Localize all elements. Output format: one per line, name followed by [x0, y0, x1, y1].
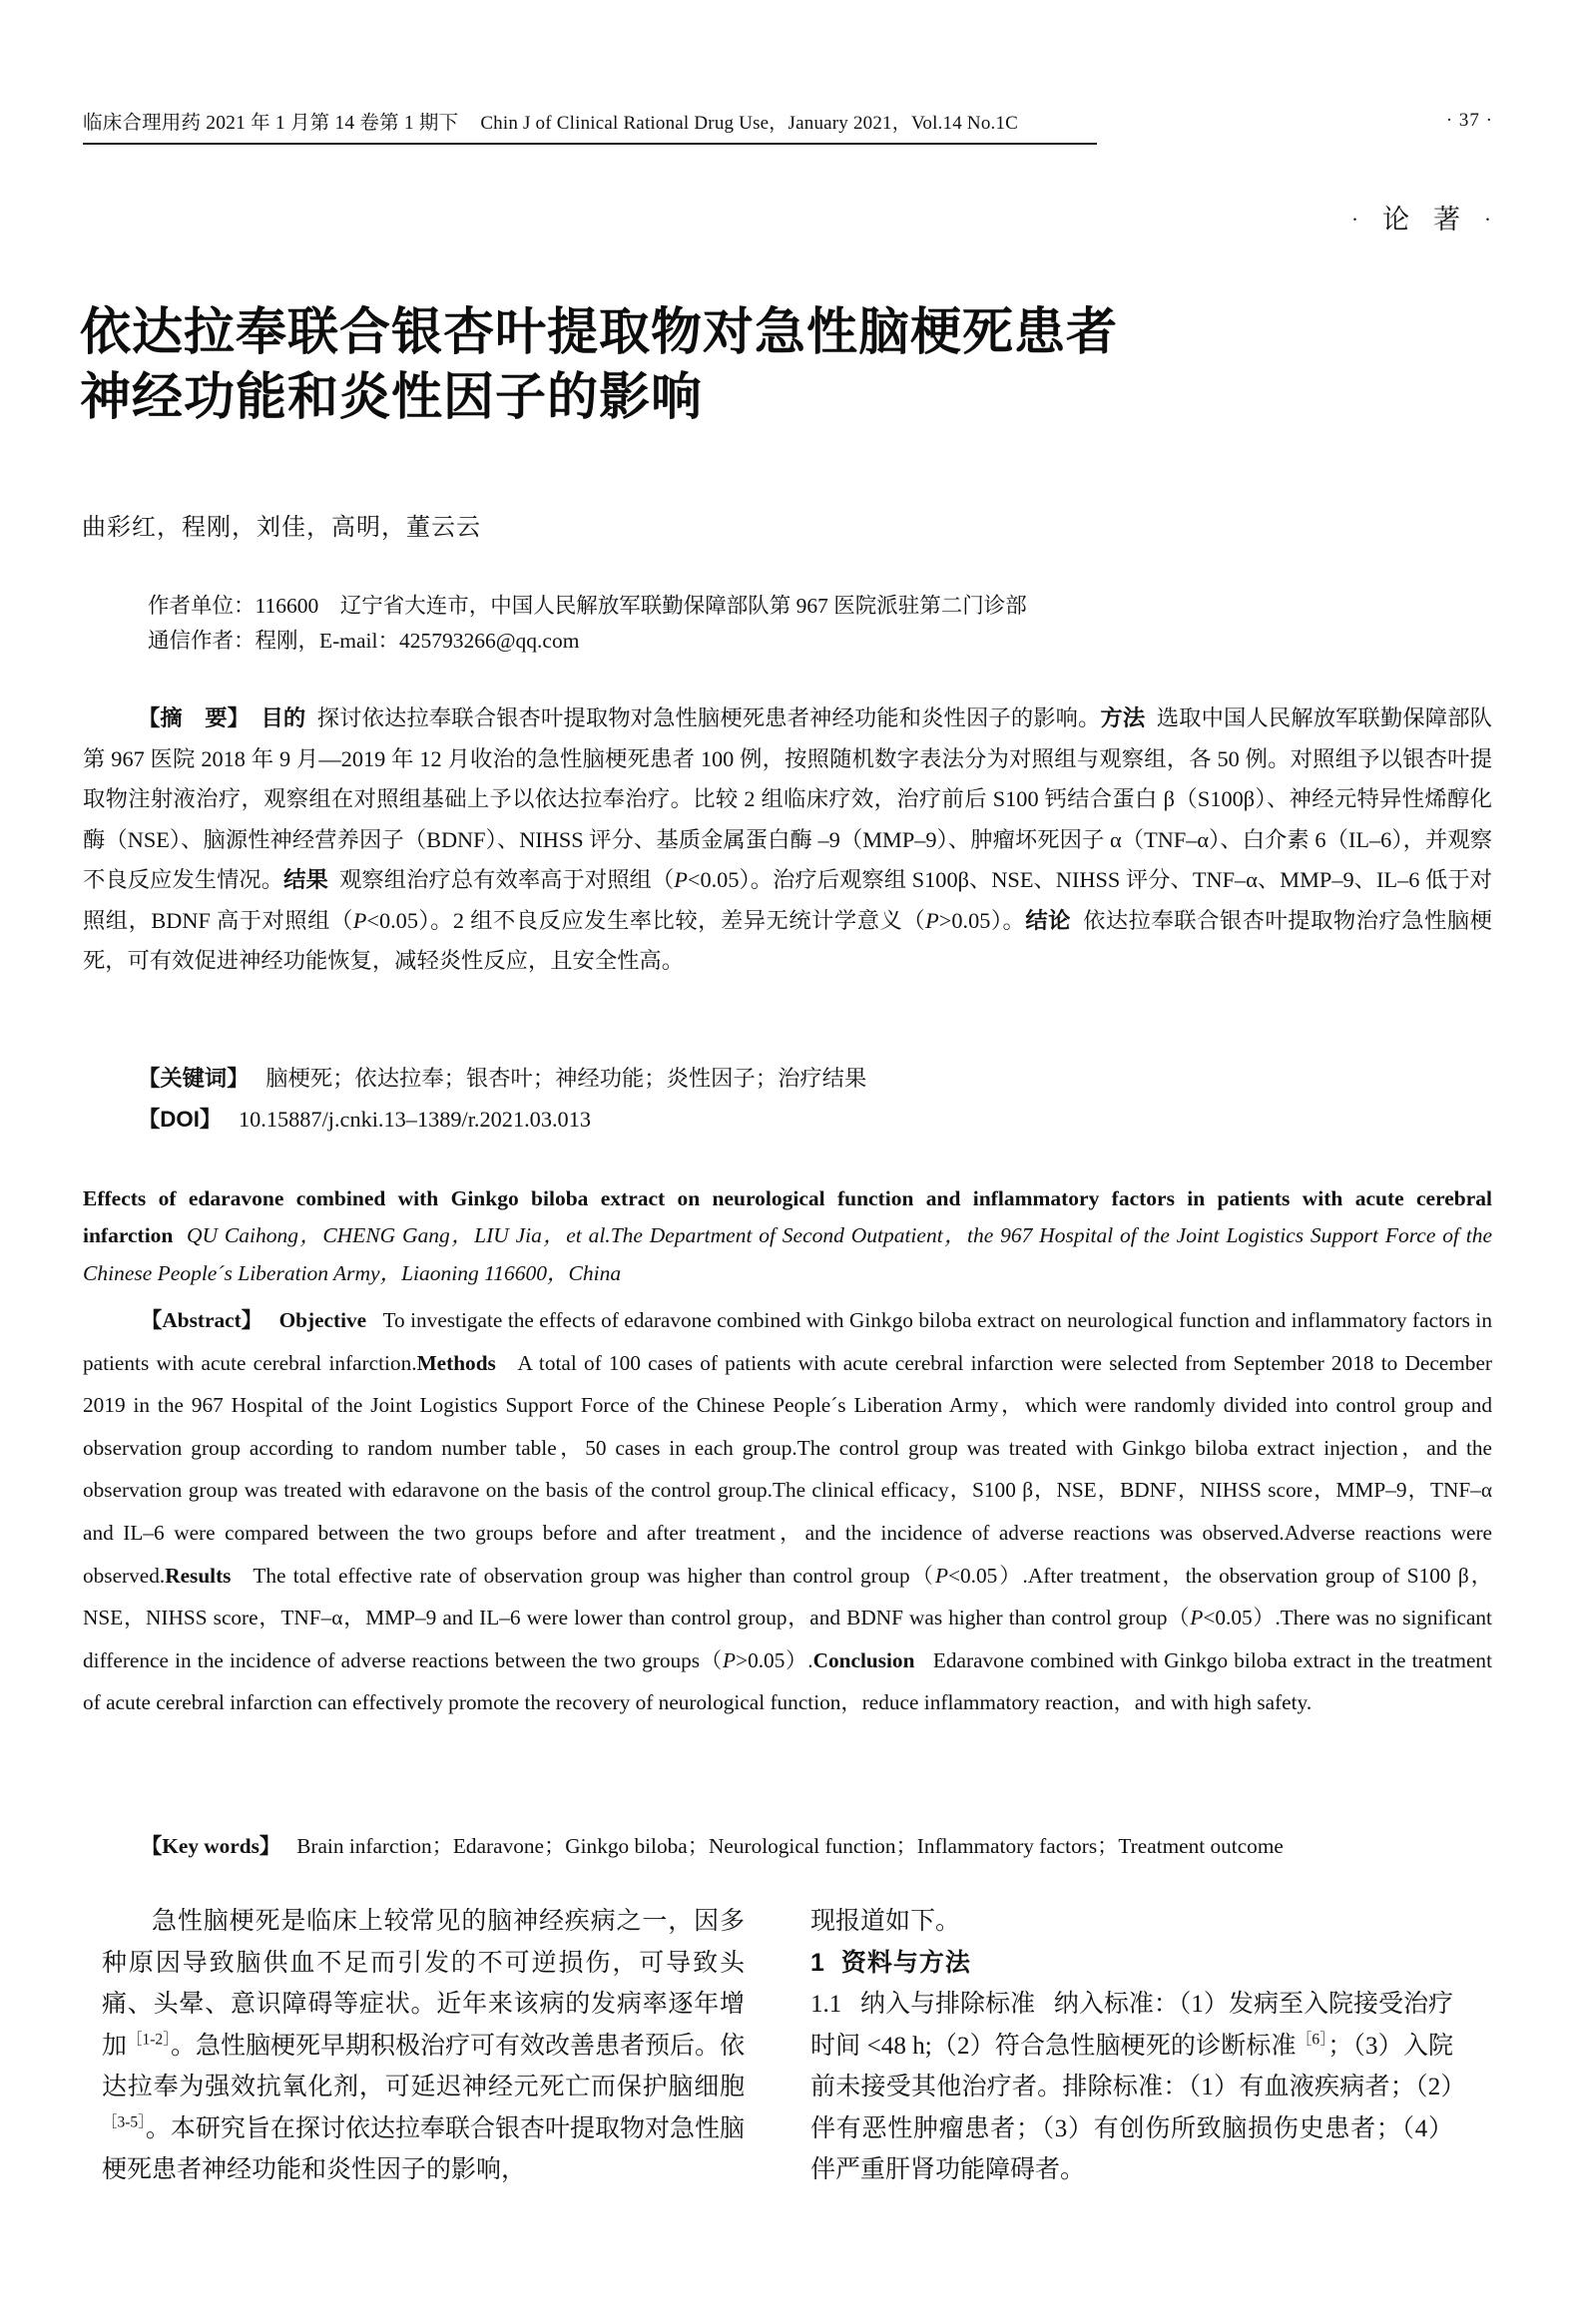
affiliation-unit: 作者单位：116600 辽宁省大连市，中国人民解放军联勤保障部队第 967 医院派驻第二门诊部 [148, 594, 1027, 618]
title-en: Effects of edaravone combined with Ginkgo biloba extract on neurological function and inflammatory factors in patients with acute cerebral infarction [83, 1186, 1492, 1248]
body-column-left [102, 1901, 745, 2191]
abstract-cn-results-mid1: <0.05）。治疗后观察组 S100β、NSE、NIHSS 评分、TNF–α、MMP–9、IL–6 低于对照组，BDNF 高于对照组（ [83, 867, 1492, 933]
abstract-en-methods: A total of 100 cases of patients with acute cerebral infarction were selected from September 2018 to December 2019 in the 967 Hospital of the Joint Logistics Support Force of the Chinese People´s Liberation Army，which were randomly divided into control group and observation group according to random number table，50 cases in each group.The control group was treated with Ginkgo biloba extract injection，and the observation group was treated with edaravone on the basis of the control group.The clinical efficacy，S100 β，NSE，BDNF，NIHSS score，MMP–9，TNF–α and IL–6 were compared between the two groups before and after treatment，and the incidence of adverse reactions was observed.Adverse reactions were observed. [83, 1350, 1492, 1588]
keywords-en [83, 1829, 1550, 1860]
intro-paragraph [102, 1901, 745, 2191]
page-number: · 37 · [1445, 110, 1493, 131]
running-head-left [83, 112, 1018, 136]
abstract-en [83, 1299, 1492, 1724]
p-value-en-3: P [723, 1647, 737, 1672]
doi-value: 10.15887/j.cnki.13–1389/r.2021.03.013 [238, 1107, 591, 1132]
abstract-cn-methods: 选取中国人民解放军联勤保障部队第 967 医院 2018 年 9 月—2019 年 12 月收治的急性脑梗死患者 100 例，按照随机数字表法分为对照组与观察组，各 50 例。对照组予以银杏叶提取物注射液治疗，观察组在对照组基础上予以依达拉奉治疗。比较 2 组临床疗效，治疗前后 S100 钙结合蛋白 β（S100β）、神经元特异性烯醇化酶（NSE）、脑源性神经营养因子（BDNF）、NIHSS 评分、基质金属蛋白酶 –9（MMP–9）、肿瘤坏死因子 α（TNF–α）、白介素 6（IL–6），并观察不良反应发生情况。 [83, 705, 1492, 893]
marker-text-b: 著 [1433, 205, 1464, 234]
title-line-1: 依达拉奉联合银杏叶提取物对急性脑梗死患者 [80, 303, 1119, 360]
abstract-en-bracket: 【Abstract】 [141, 1308, 263, 1332]
abstract-en-conclusion-label: Conclusion [812, 1647, 915, 1672]
affiliation-en: The Department of Second Outpatient，the 967 Hospital of the Joint Logistics Support Force of the Chinese People´s Liberation Army，Liaoning 116600，China [83, 1223, 1492, 1285]
p-value-en-1: P [934, 1563, 948, 1588]
abstract-en-results-label: Results [165, 1563, 232, 1588]
p-value-2: P [352, 907, 367, 933]
p-value-en-2: P [1190, 1606, 1204, 1630]
subsection-1-1-body-a: 纳入标准：（1）发病至入院接受治疗时间 <48 h;（2）符合急性脑梗死的诊断标准 [810, 1991, 1453, 2060]
reference-marker-6: ［6］ [1296, 2031, 1328, 2049]
intro-continuation: 现报道如下。 [810, 1908, 961, 1935]
section-heading-1-number: 1 [810, 1948, 825, 1977]
abstract-en-results-pre: The total effective rate of observation group was higher than control group（ [253, 1563, 935, 1588]
abstract-cn-objective: 探讨依达拉奉联合银杏叶提取物对急性脑梗死患者神经功能和炎性因子的影响。 [316, 705, 1101, 730]
reference-marker-3-5: ［3-5］ [102, 2113, 146, 2131]
keywords-cn-bracket: 【关键词】 [138, 1066, 250, 1091]
intro-text-c: 。本研究旨在探讨依达拉奉联合银杏叶提取物对急性脑梗死患者神经功能和炎性因子的影响， [102, 2114, 745, 2183]
subsection-1-1-number: 1.1 [810, 1991, 842, 2018]
doi-bracket: 【DOI】 [138, 1107, 223, 1132]
author-list-cn: 曲彩红，程刚，刘佳，高明，董云云 [82, 514, 481, 541]
reference-marker-1-2: ［1-2］ [127, 2031, 171, 2049]
corresponding-author: 通信作者：程刚，E-mail：425793266@qq.com [148, 628, 580, 653]
abstract-cn-methods-label: 方法 [1100, 705, 1146, 730]
intro-text-a: 急性脑梗死是临床上较常见的脑神经疾病之一，因多种原因导致脑供血不足而引发的不可逆损伤，可导致头痛、头晕、意识障碍等症状。近年来该病的发病率逐年增加 [102, 1908, 745, 2060]
keywords-en-bracket: 【Key words】 [141, 1834, 281, 1858]
abstract-en-objective-label: Objective [278, 1308, 367, 1332]
authors-en: QU Caihong，CHENG Gang，LIU Jia，et al. [187, 1223, 611, 1248]
abstract-cn-objective-label: 目的 [261, 705, 306, 730]
doi-line [138, 1102, 591, 1134]
keywords-en-text: Brain infarction；Edaravone；Ginkgo biloba；Neurological function；Inflammatory factors；Treatment outcome [296, 1834, 1284, 1858]
running-head [83, 112, 1490, 136]
abstract-cn-bracket: 【摘 要】 [138, 705, 251, 730]
title-line-2: 神经功能和炎性因子的影响 [80, 368, 704, 426]
affiliation-block [148, 589, 1485, 659]
intro-text-b: 。急性脑梗死早期积极治疗可有效改善患者预后。依达拉奉为强效抗氧化剂，可延迟神经元死亡而保护脑细胞 [102, 2032, 745, 2100]
abstract-cn [83, 698, 1492, 982]
marker-text-a: 论 [1382, 205, 1413, 234]
journal-title-en: Chin J of Clinical Rational Drug Use，January 2021，Vol.14 No.1C [480, 113, 1019, 134]
abstract-en-objective: To investigate the effects of edaravone combined with Ginkgo biloba extract on neurological function and inflammatory factors in patients with acute cerebral infarction. [83, 1308, 1492, 1375]
section-marker [1351, 198, 1495, 236]
subsection-1-1-title: 纳入与排除标准 [860, 1991, 1036, 2018]
abstract-en-conclusion: Edaravone combined with Ginkgo biloba extract in the treatment of acute cerebral infarction can effectively promote the recovery of neurological function，reduce inflammatory reaction，and with high safety. [83, 1647, 1493, 1715]
title-en-block [83, 1180, 1492, 1292]
abstract-cn-results-end: >0.05）。 [938, 907, 1026, 933]
abstract-cn-conclusion: 依达拉奉联合银杏叶提取物治疗急性脑梗死，可有效促进神经功能恢复，减轻炎性反应，且安全性高。 [83, 907, 1492, 974]
subsection-1-1 [810, 1984, 1453, 2191]
abstract-cn-results-label: 结果 [283, 867, 328, 893]
p-value-1: P [674, 867, 688, 893]
p-value-3: P [925, 907, 939, 933]
page-title [80, 299, 1497, 430]
subsection-1-1-body-b: ；（3）入院前未接受其他治疗者。排除标准：（1）有血液疾病者；（2）伴有恶性肿瘤患者；（3）有创伤所致脑损伤史患者；（4）伴严重肝肾功能障碍者。 [810, 2032, 1453, 2183]
abstract-en-results-end: >0.05）. [736, 1647, 813, 1672]
abstract-en-results-mid2: <0.05）.There was no significant difference in the incidence of adverse reactions between the two groups（ [83, 1606, 1492, 1672]
running-head-rule [83, 143, 1097, 145]
abstract-en-methods-label: Methods [416, 1350, 496, 1375]
keywords-cn-text: 脑梗死；依达拉奉；银杏叶；神经功能；炎性因子；治疗结果 [265, 1066, 867, 1091]
section-heading-1 [810, 1943, 1453, 1985]
abstract-cn-results-mid2: <0.05）。2 组不良反应发生率比较，差异无统计学意义（ [366, 907, 926, 933]
abstract-cn-conclusion-label: 结论 [1025, 907, 1071, 933]
keywords-cn [138, 1061, 866, 1093]
section-heading-1-text: 资料与方法 [840, 1948, 971, 1977]
abstract-en-results-mid1: <0.05）.After treatment，the observation group of S100 β，NSE，NIHSS score，TNF–α，MMP–9 and IL–6 were lower than control group，and BDNF was higher than control group（ [83, 1563, 1492, 1630]
marker-left-dot: · [1351, 208, 1362, 232]
body-column-right [810, 1901, 1453, 2191]
marker-right-dot: · [1484, 208, 1495, 232]
abstract-cn-results-pre: 观察组治疗总有效率高于对照组（ [339, 867, 675, 893]
journal-title-cn: 临床合理用药 2021 年 1 月第 14 卷第 1 期下 [83, 113, 459, 134]
